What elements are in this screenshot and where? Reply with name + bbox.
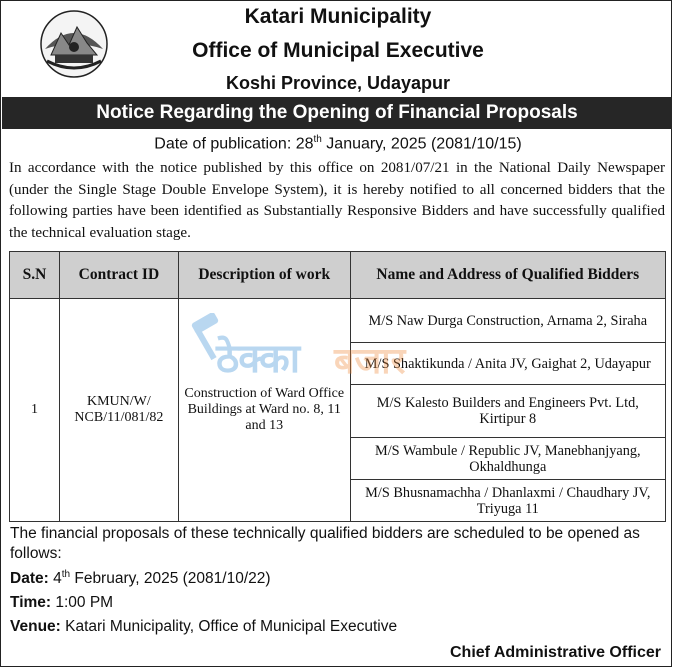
municipality-name: Katari Municipality	[244, 5, 432, 28]
date-day: 4	[48, 570, 62, 588]
notice-title: Notice Regarding the Opening of Financial Proposals	[2, 97, 672, 129]
table-header-row	[10, 252, 666, 299]
intro-paragraph: In accordance with the notice published by this office on 2081/07/21 in the National Daily Newspaper (under the Single Stage Double Envelope System), it is hereby notified to all concerned bidders that the following parties have been identified as Substantially Responsive Bidders and have successfully qualified the technical evaluation stage.	[9, 160, 665, 241]
signature-title: Chief Administrative Officer	[449, 644, 661, 661]
publication-sup: th	[313, 134, 322, 145]
office-name: Office of Municipal Executive	[192, 39, 484, 62]
header-bidders: Name and Address of Qualified Bidders	[350, 252, 665, 299]
bidder-1: M/S Naw Durga Construction, Arnama 2, Siraha	[350, 299, 665, 343]
bidder-2: M/S Shaktikunda / Anita JV, Gaighat 2, Udayapur	[350, 343, 665, 385]
watermark-text-1: ठेक्का	[216, 336, 300, 382]
cell-sn: 1	[10, 299, 60, 522]
schedule-date	[10, 569, 271, 588]
date-sup: th	[61, 569, 71, 580]
cell-contract-id: KMUN/W/ NCB/11/081/82	[59, 299, 178, 522]
header-description: Description of work	[178, 252, 350, 299]
venue-label: Venue:	[10, 618, 61, 635]
schedule-time	[10, 594, 113, 612]
closing-paragraph: The financial proposals of these technically qualified bidders are scheduled to be opened as follows:	[10, 525, 640, 562]
date-rest: February, 2025 (2081/10/22)	[70, 570, 271, 588]
publication-date	[1, 134, 674, 153]
province-location: Koshi Province, Udayapur	[225, 73, 451, 93]
header-sn: S.N	[10, 252, 60, 299]
time-value: 1:00 PM	[51, 594, 114, 611]
cell-description: Construction of Ward Office Buildings at Ward no. 8, 11 and 13	[178, 299, 350, 522]
schedule-venue	[10, 618, 397, 636]
time-label: Time:	[10, 594, 52, 611]
bidders-table	[9, 251, 666, 522]
publication-rest: January, 2025 (2081/10/15)	[321, 135, 522, 153]
date-label: Date:	[10, 570, 49, 588]
bidder-5: M/S Bhusnamachha / Dhanlaxmi / Chaudhary JV, Triyuga 11	[350, 480, 665, 522]
publication-label: Date of publication: 28	[154, 135, 314, 153]
table-row	[10, 299, 666, 343]
bidder-3: M/S Kalesto Builders and Engineers Pvt. Ltd, Kirtipur 8	[350, 385, 665, 438]
venue-value: Katari Municipality, Office of Municipal Executive	[60, 618, 398, 635]
bidder-4: M/S Wambule / Republic JV, Manebhanjyang, Okhaldhunga	[350, 438, 665, 480]
header-contract-id: Contract ID	[59, 252, 178, 299]
watermark-text-2: बजार	[334, 341, 406, 382]
